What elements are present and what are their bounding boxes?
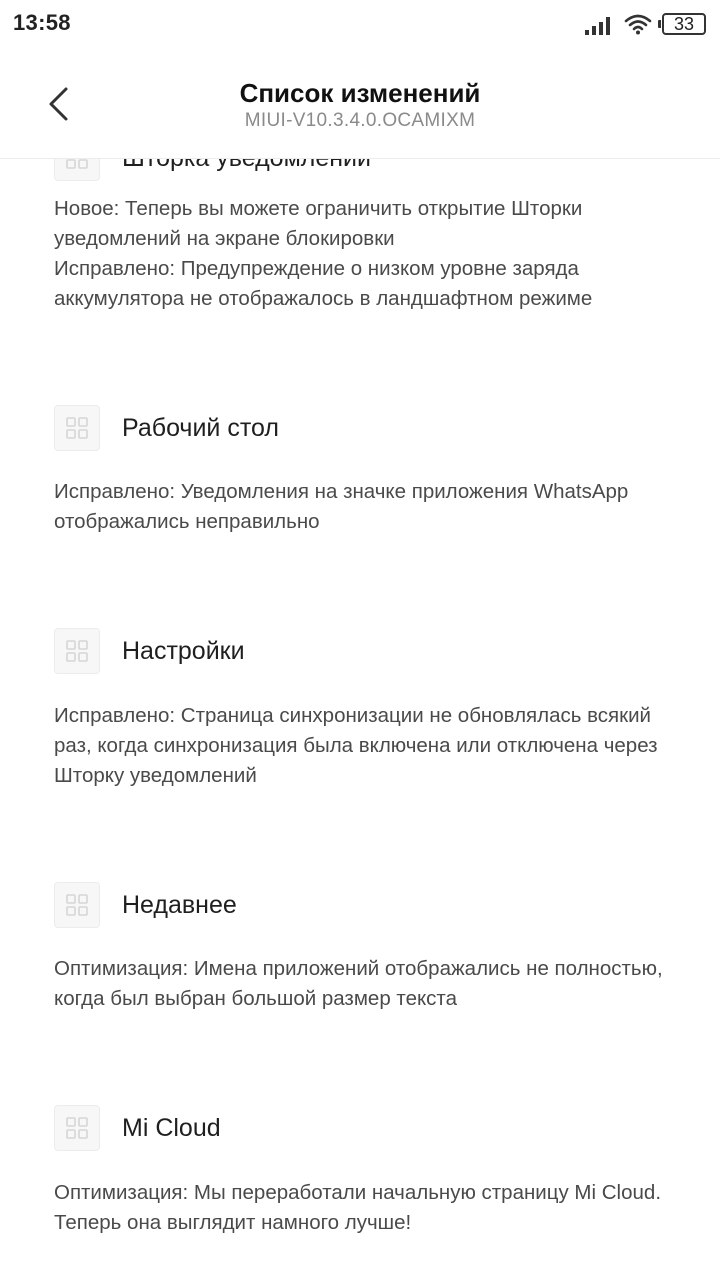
section-body: [54, 954, 674, 1014]
app-placeholder-icon: [54, 405, 100, 451]
section-body: [54, 477, 674, 537]
section-title: Настройки: [122, 636, 245, 665]
section-body: [54, 194, 674, 314]
status-bar: [0, 0, 720, 48]
change-line: Исправлено: Предупреждение о низком уровне заряда аккумулятора не отображалось в ландшафтном режиме: [54, 257, 593, 310]
wifi-icon: [624, 13, 652, 35]
section-header-mi-cloud: [54, 1104, 221, 1152]
change-line: Оптимизация: Мы переработали начальную страницу Mi Cloud. Теперь она выглядит намного лучше!: [54, 1181, 662, 1234]
section-body: [54, 701, 674, 791]
section-body: [54, 1178, 674, 1238]
app-placeholder-icon: [54, 882, 100, 928]
section-title: Mi Cloud: [122, 1113, 221, 1142]
app-placeholder-icon: [54, 1105, 100, 1151]
change-line: Исправлено: Уведомления на значке приложения WhatsApp отображались неправильно: [54, 480, 629, 533]
section-header-desktop: [54, 404, 279, 452]
section-header-settings: [54, 627, 245, 675]
status-icons: [584, 11, 706, 37]
section-title: Рабочий стол: [122, 413, 279, 442]
change-line: Оптимизация: Имена приложений отображались не полностью, когда был выбран большой размер текста: [54, 957, 663, 1010]
change-line: Исправлено: Страница синхронизации не обновлялась всякий раз, когда синхронизация была включена или отключена через Шторку уведомлений: [54, 704, 658, 787]
battery-level: 33: [673, 14, 695, 34]
section-header-recents: [54, 881, 237, 929]
page-subtitle: MIUI-V10.3.4.0.OCAMIXM: [244, 110, 476, 131]
app-header: [0, 48, 720, 159]
page-title: Список изменений: [239, 78, 481, 108]
change-line: Новое: Теперь вы можете ограничить открытие Шторки уведомлений на экране блокировки: [54, 197, 583, 250]
battery-icon: [662, 13, 706, 35]
status-time: 13:58: [13, 10, 71, 35]
app-placeholder-icon: [54, 628, 100, 674]
section-title: Недавнее: [122, 890, 237, 919]
cell-signal-icon: [584, 13, 614, 35]
